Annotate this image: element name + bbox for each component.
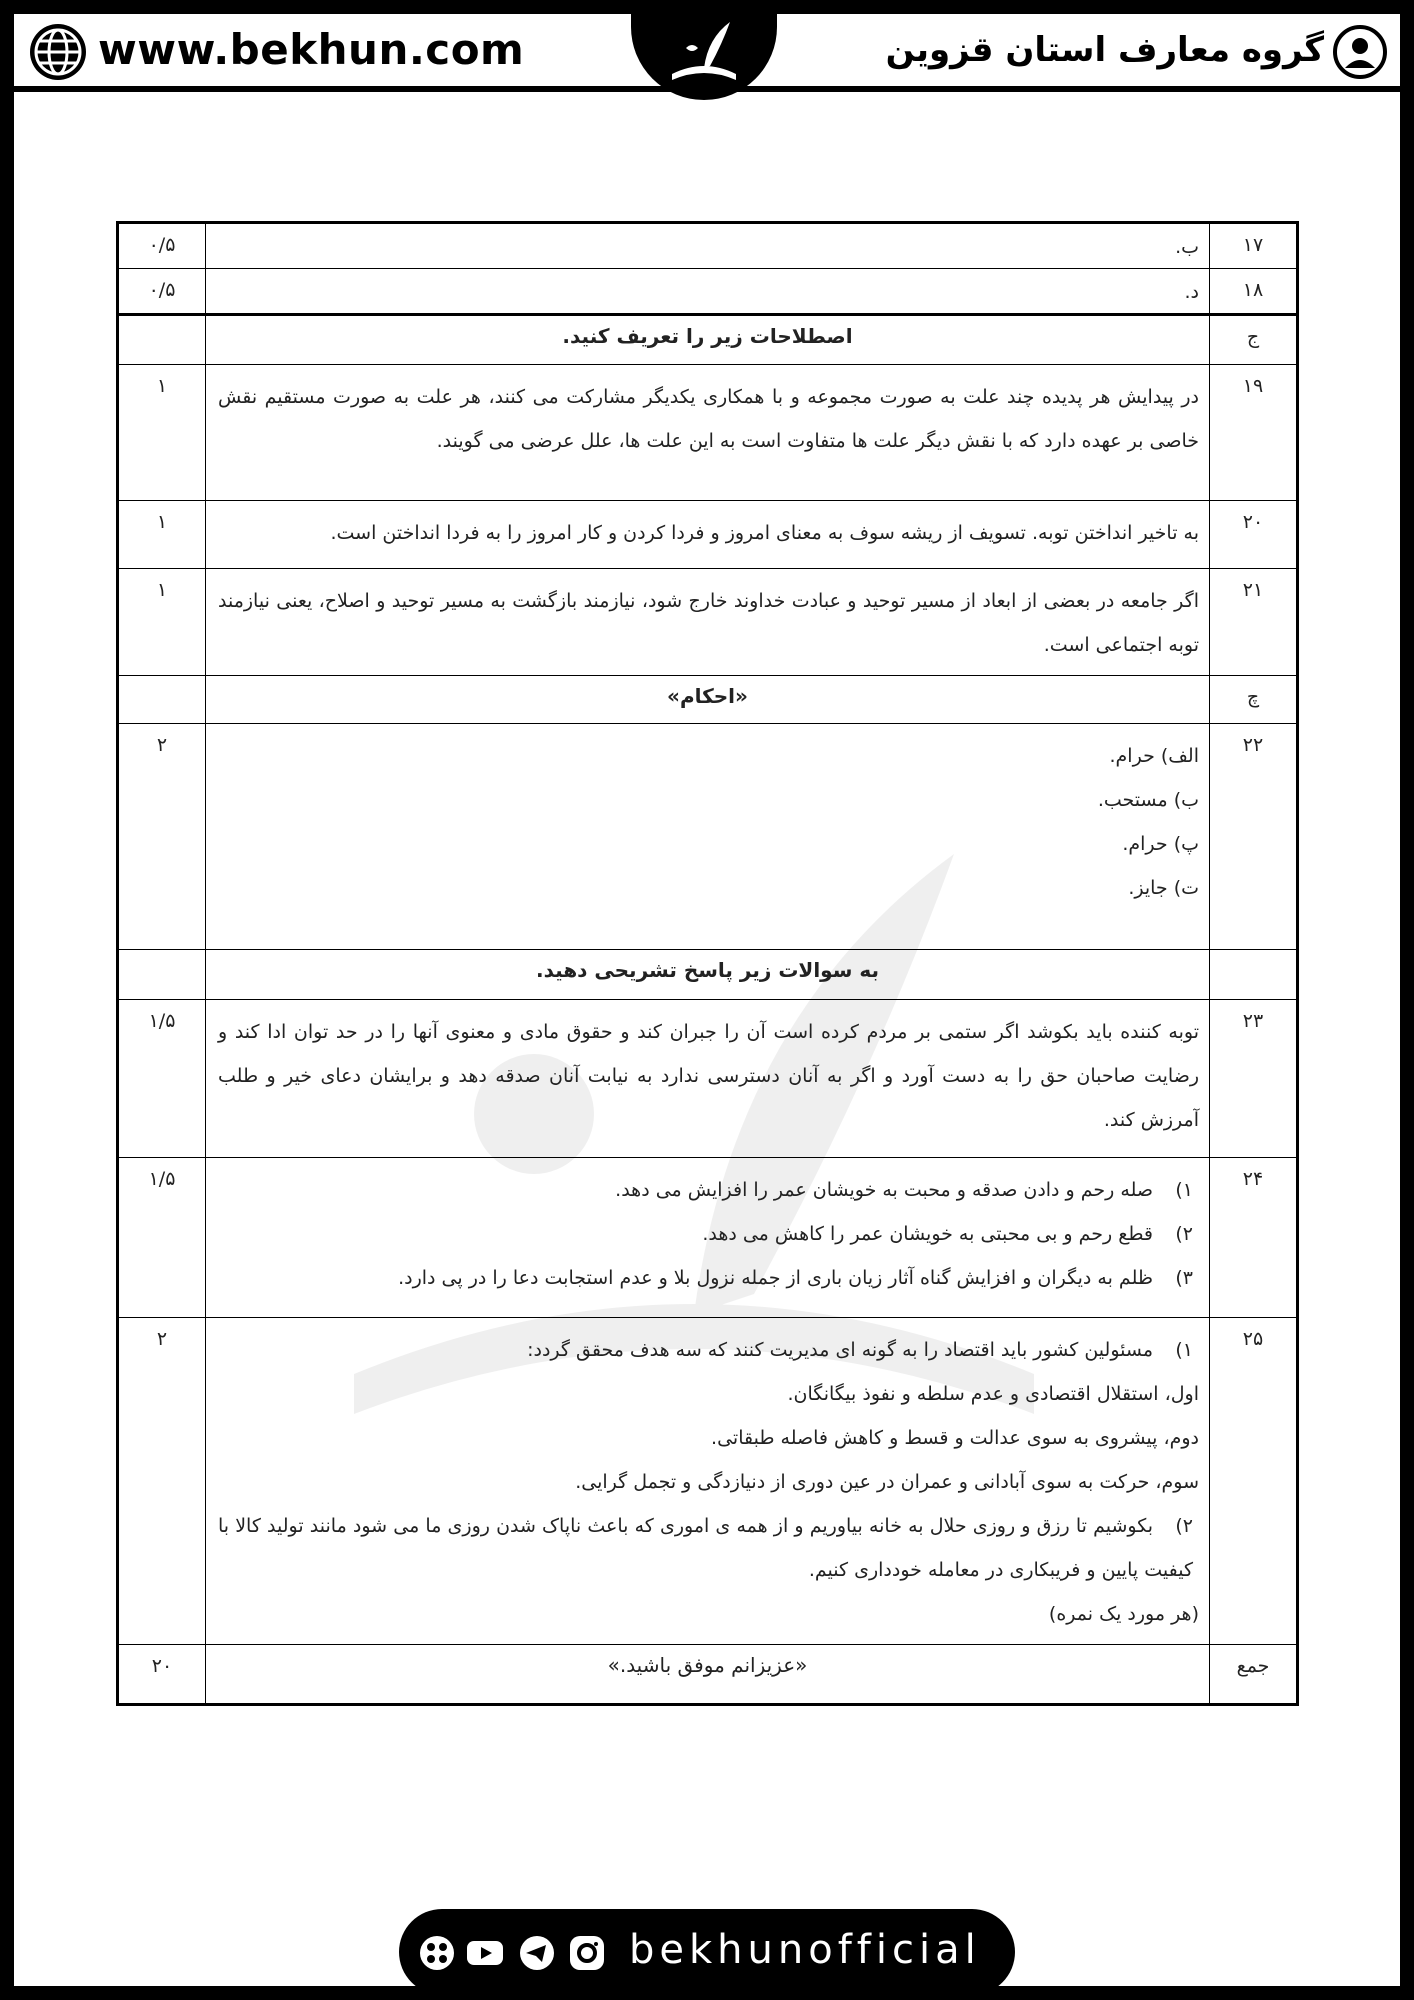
social-handle[interactable]: bekhunofficial (629, 1927, 981, 1973)
score (118, 676, 206, 724)
aparat-icon[interactable] (417, 1933, 457, 1973)
list-item: ۱)صله رحم و دادن صدقه و محبت به خویشان عمر را افزایش می دهد. (615, 1179, 1193, 1201)
goal-item: سوم، حرکت به سوی آبادانی و عمران در عین دوری از دنیازدگی و تجمل گرایی. (575, 1471, 1199, 1493)
header-divider (14, 86, 1400, 92)
page (14, 14, 1400, 1986)
list-item: ۲)بکوشیم تا رزق و روزی حلال به خانه بیاوریم و از همه ی اموری که باعث ناپاک شدن روزی ما می شود مانند تولید کالا با کیفیت پایین و فریبکاری در معامله خودداری کنیم. (218, 1515, 1193, 1581)
list-item: ۳)ظلم به دیگران و افزایش گناه آثار زیان باری از جمله نزول بلا و عدم استجابت دعا را در پی دارد. (398, 1267, 1193, 1289)
question-number: ۲۴ (1210, 1158, 1298, 1318)
list-item: ت) جایز. (1128, 877, 1199, 899)
answer-text: به تاخیر انداختن توبه. تسویف از ریشه سوف به معنای امروز و فردا کردن و کار امروز را به فردا انداختن است. (206, 501, 1210, 569)
answer-text: توبه کننده باید بکوشد اگر ستمی بر مردم کرده است آن را جبران کند و حقوق مادی و معنوی آنها را در حد توان ادا کند و رضایت صاحبان حق را به دست آورد و اگر به آنان دسترسی ندارد به نیابت آنان صدقه دهد و برایشان دعای خیر و طلب آمرزش کند. (206, 1000, 1210, 1158)
answer-table (116, 221, 1299, 1706)
total-score: ۲۰ (118, 1645, 206, 1705)
answer-text: در پیدایش هر پدیده چند علت به صورت مجموعه و با همکاری یکدیگر مشارکت می کنند، هر علت به صورت مستقیم نقش خاصی بر عهده دارد که با نقش دیگر علت ها متفاوت است به این علت ها، علل عرضی می گویند. (206, 365, 1210, 501)
score: ۲ (118, 724, 206, 950)
section-heading: به سوالات زیر پاسخ تشریحی دهید. (206, 950, 1210, 1000)
table-row (118, 569, 1298, 676)
globe-icon (28, 22, 88, 82)
score: ۱ (118, 569, 206, 676)
list-item: الف) حرام. (1109, 745, 1199, 767)
answer-list (206, 1158, 1210, 1318)
site-url[interactable]: www.bekhun.com (98, 25, 525, 74)
goal-item: دوم، پیشروی به سوی عدالت و قسط و کاهش فاصله طبقاتی. (711, 1427, 1199, 1449)
question-number: ۲۰ (1210, 501, 1298, 569)
score: ۰/۵ (118, 223, 206, 269)
score (118, 950, 206, 1000)
table-row (118, 1158, 1298, 1318)
score (118, 315, 206, 365)
instagram-icon[interactable] (567, 1933, 607, 1973)
table-row (118, 724, 1298, 950)
header (14, 14, 1400, 86)
list-item: ۱)مسئولین کشور باید اقتصاد را به گونه ای مدیریت کنند که سه هدف محقق گردد: (527, 1339, 1193, 1361)
section-header-row (118, 315, 1298, 365)
answer-text: د. (206, 269, 1210, 315)
table-row (118, 501, 1298, 569)
list-item: ۲)قطع رحم و بی محبتی به خویشان عمر را کاهش می دهد. (702, 1223, 1193, 1245)
score: ۱ (118, 501, 206, 569)
total-label: جمع (1210, 1645, 1298, 1705)
goal-item: اول، استقلال اقتصادی و عدم سلطه و نفوذ بیگانگان. (787, 1383, 1199, 1405)
section-letter: ج (1210, 315, 1298, 365)
question-number: ۱۹ (1210, 365, 1298, 501)
table-row (118, 365, 1298, 501)
score-note: (هر مورد یک نمره) (1048, 1603, 1199, 1625)
list-item: پ) حرام. (1122, 833, 1199, 855)
answer-list (206, 1318, 1210, 1645)
section-header-row (118, 676, 1298, 724)
org-name: گروه معارف استان قزوین (885, 30, 1324, 70)
table-row (118, 1318, 1298, 1645)
list-item: ب) مستحب. (1097, 789, 1199, 811)
answer-text: اگر جامعه در بعضی از ابعاد از مسیر توحید و عبادت خداوند خارج شود، نیازمند بازگشت به مسیر توحید و اصلاح، یعنی نیازمند توبه اجتماعی است. (206, 569, 1210, 676)
section-heading: اصطلاحات زیر را تعریف کنید. (206, 315, 1210, 365)
user-icon (1332, 24, 1388, 80)
section-header-row (118, 950, 1298, 1000)
score: ۱ (118, 365, 206, 501)
question-number: ۲۳ (1210, 1000, 1298, 1158)
table-row (118, 269, 1298, 315)
answer-text: ب. (206, 223, 1210, 269)
total-row (118, 1645, 1298, 1705)
table-row (118, 223, 1298, 269)
youtube-icon[interactable] (465, 1933, 505, 1973)
score: ۱/۵ (118, 1158, 206, 1318)
question-number: ۲۱ (1210, 569, 1298, 676)
score: ۱/۵ (118, 1000, 206, 1158)
answer-list (206, 724, 1210, 950)
section-letter (1210, 950, 1298, 1000)
closing-message: «عزیزانم موفق باشید.» (206, 1645, 1210, 1705)
question-number: ۲۵ (1210, 1318, 1298, 1645)
score: ۲ (118, 1318, 206, 1645)
score: ۰/۵ (118, 269, 206, 315)
footer-social-bar (399, 1909, 1015, 1986)
table-row (118, 1000, 1298, 1158)
question-number: ۱۷ (1210, 223, 1298, 269)
question-number: ۲۲ (1210, 724, 1298, 950)
quill-book-icon (664, 18, 744, 88)
section-letter: چ (1210, 676, 1298, 724)
telegram-icon[interactable] (517, 1933, 557, 1973)
question-number: ۱۸ (1210, 269, 1298, 315)
section-heading: «احکام» (206, 676, 1210, 724)
